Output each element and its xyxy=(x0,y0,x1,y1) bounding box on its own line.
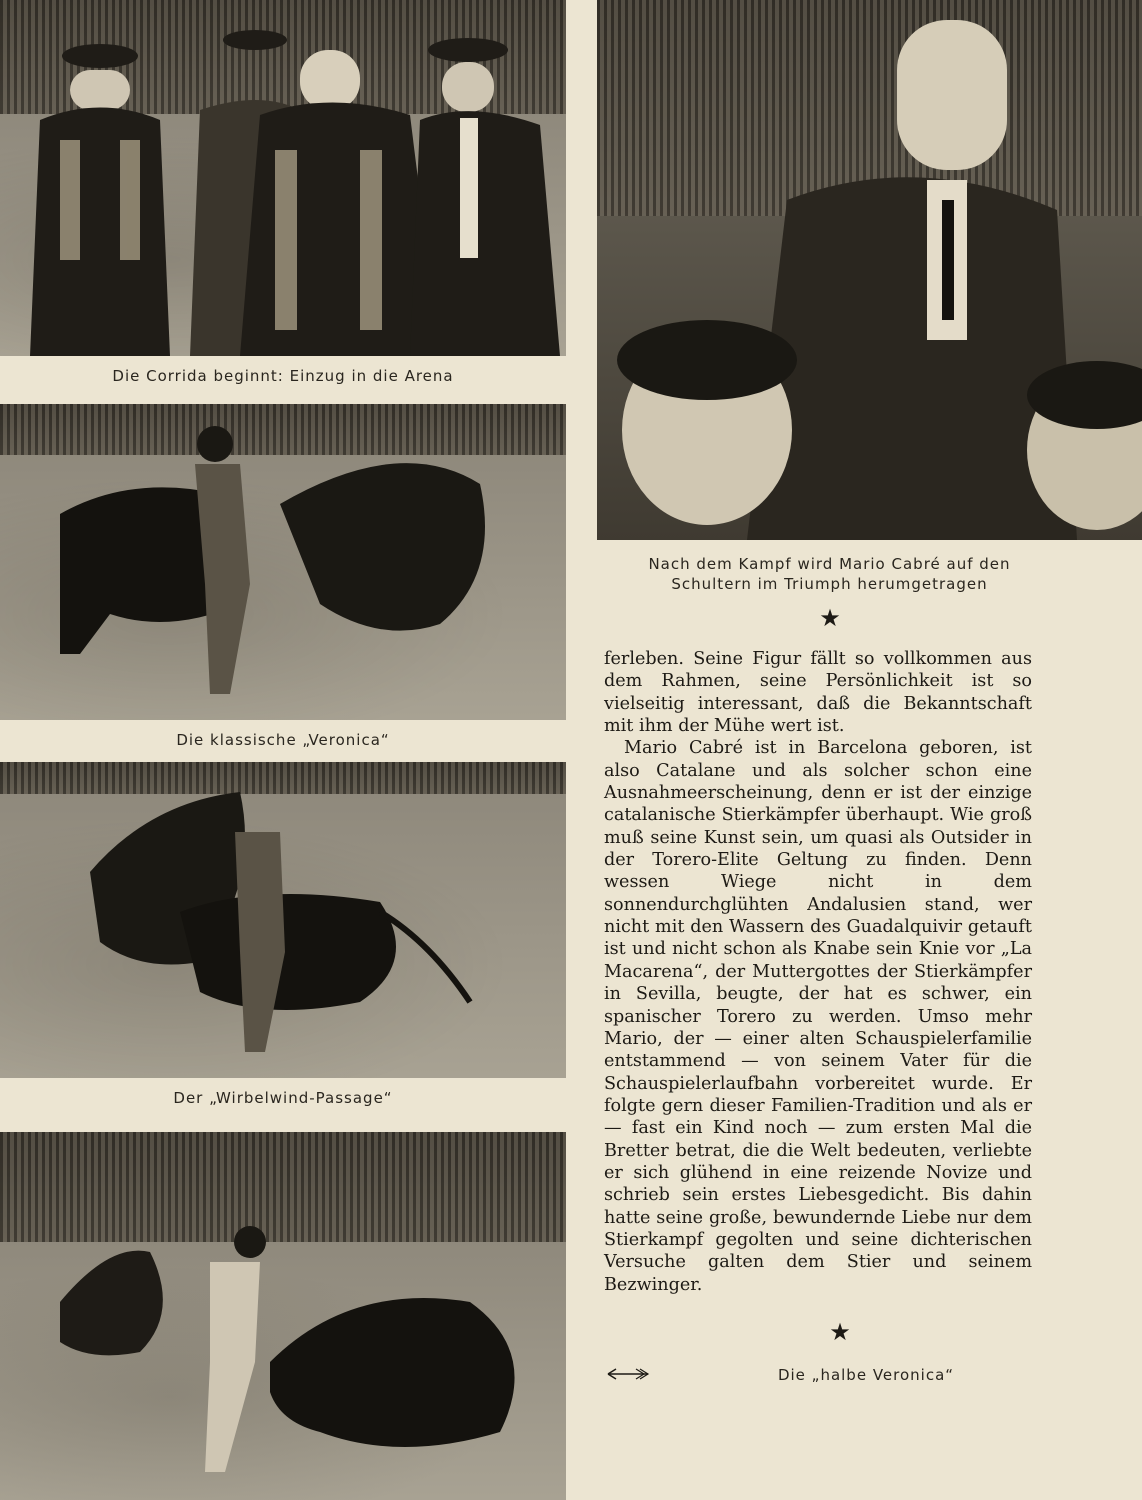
veronica-scene xyxy=(0,404,566,720)
caption-procession: Die Corrida beginnt: Einzug in die Arena xyxy=(112,367,454,385)
wirbelwind-scene xyxy=(0,762,566,1078)
left-arrow-icon xyxy=(606,1366,650,1382)
caption-halbe-veronica: Die „halbe Veronica“ xyxy=(777,1366,955,1384)
star-icon: ★ xyxy=(829,1318,851,1346)
procession-figures xyxy=(0,0,566,356)
triumph-scene xyxy=(597,0,1142,540)
caption-wirbelwind: Der „Wirbelwind-Passage“ xyxy=(173,1089,393,1107)
star-icon: ★ xyxy=(819,604,841,632)
article-text xyxy=(604,648,1032,1296)
caption-triumph xyxy=(597,554,1062,594)
article-paragraph-1: ferleben. Seine Figur fällt so vollkommen aus dem Rahmen, seine Persönlichkeit ist so vielseitig interessant, daß die Bekanntschaft mit ihm der Mühe wert ist. xyxy=(604,649,1032,737)
article-paragraph-2: Mario Cabré ist in Barcelona geboren, ist also Catalane und als solcher schon eine Ausnahmeerscheinung, denn er ist der einzige catalanische Stierkämpfer überhaupt. Wie groß muß seine Kunst sein, um quasi als Outsider in der Torero-Elite Geltung zu finden. Denn wessen Wiege nicht in dem sonnendurchglühten Andalusien stand, wer nicht mit den Wassern des Guadalquivir getauft ist und nicht schon als Knabe sein Knie vor „La Macarena“, der Muttergottes der Stierkämpfer in Sevilla, beugte, der hat es schwer, ein spanischer Torero zu werden. Umso mehr Mario, der — einer alten Schauspielerfamilie entstammend — von seinem Vater für die Schauspielerlaufbahn vorbereitet wurde. Er folgte gern dieser Familien-Tradition und als er — fast ein Kind noch — zum ersten Mal die Bretter betrat, die die Welt bedeuten, verliebte er sich glühend in eine reizende Novize und schrieb sein erstes Liebesgedicht. Bis dahin hatte seine große, bewundernde Liebe nur dem Stierkampf gegolten und seine dichterischen Versuche galten dem Stier und seinem Bezwinger. xyxy=(604,738,1032,1295)
caption-veronica: Die klassische „Veronica“ xyxy=(176,731,390,749)
photo-triumph xyxy=(597,0,1142,540)
halbe-veronica-scene xyxy=(0,1132,566,1500)
photo-wirbelwind xyxy=(0,762,566,1078)
photo-veronica xyxy=(0,404,566,720)
caption-triumph-line2: Schultern im Triumph herumgetragen xyxy=(671,575,988,593)
photo-procession xyxy=(0,0,566,356)
photo-halbe-veronica xyxy=(0,1132,566,1500)
caption-triumph-line1: Nach dem Kampf wird Mario Cabré auf den xyxy=(648,555,1011,573)
